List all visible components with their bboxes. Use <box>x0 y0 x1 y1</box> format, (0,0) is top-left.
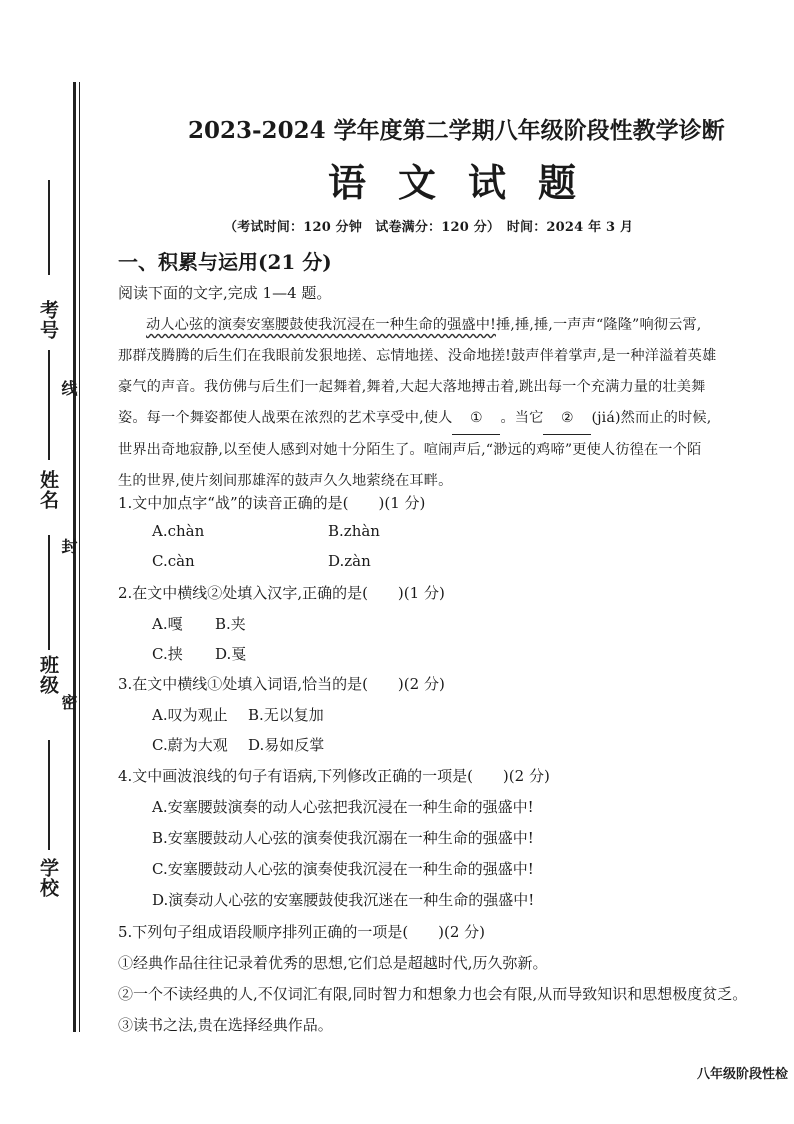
q1-option-d: D.zàn <box>328 552 371 570</box>
passage-text: 。当它 <box>500 410 544 426</box>
exam-meta: （考试时间：120 分钟 试卷满分：120 分） 时间：2024 年 3 月 <box>224 220 634 235</box>
q4-option-a: A.安塞腰鼓演奏的动人心弦把我沉浸在一种生命的强盛中! <box>152 798 534 816</box>
q1-option-c: C.càn <box>152 552 195 570</box>
q4-option-c: C.安塞腰鼓动人心弦的演奏使我沉浸在一种生命的强盛中! <box>152 860 534 878</box>
name-field-line <box>48 350 50 460</box>
name-label: 姓名 <box>37 470 59 510</box>
seal-secret-char: 密 <box>59 694 78 710</box>
q5-sentence-3: ③读书之法,贵在选择经典作品。 <box>118 1016 333 1034</box>
question-5-stem: 5.下列句子组成语段顺序排列正确的一项是( )(2 分) <box>118 923 486 941</box>
passage-text: (jiá)然而止的时候, <box>591 410 712 426</box>
school-label: 学校 <box>37 858 59 898</box>
exam-no-label: 考号 <box>37 300 59 340</box>
passage-line: 那群茂腾腾的后生们在我眼前发狠地搓、忘情地搓、没命地搓!鼓声伴着掌声,是一种洋溢着英雄 <box>118 348 717 364</box>
question-1-stem: 1.文中加点字“战”的读音正确的是( )(1 分) <box>118 494 426 512</box>
binding-margin <box>0 0 100 1124</box>
passage-line: 豪气的声音。我仿佛与后生们一起舞着,舞着,大起大落地搏击着,跳出每一个充满力量的壮美舞 <box>118 379 706 395</box>
q2-option-a: A.嘎 <box>152 615 183 633</box>
q5-sentence-2: ②一个不读经典的人,不仅词汇有限,同时智力和想象力也会有限,从而导致知识和思想极度贫乏。 <box>118 985 748 1003</box>
q3-option-c: C.蔚为大观 <box>152 736 228 754</box>
passage-text: 捶,捶,捶,一声声“隆隆”响彻云霄, <box>495 317 702 333</box>
question-3-stem: 3.在文中横线①处填入词语,恰当的是( )(2 分) <box>118 675 445 693</box>
q3-option-b: B.无以复加 <box>248 706 324 724</box>
exam-no-field-line <box>48 180 50 275</box>
q4-option-b: B.安塞腰鼓动人心弦的演奏使我沉溺在一种生命的强盛中! <box>152 829 534 847</box>
passage-line: 生的世界,使片刻间那雄浑的鼓声久久地萦绕在耳畔。 <box>118 473 453 489</box>
passage-line: 世界出奇地寂静,以至使人感到对她十分陌生了。喧闹声后,“渺远的鸡啼”更使人彷徨在一个陌 <box>118 442 702 458</box>
blank-1: ① <box>452 403 500 435</box>
q1-option-b: B.zhàn <box>328 522 380 540</box>
section-heading: 一、积累与运用(21 分) <box>118 250 332 274</box>
school-field-line <box>48 740 50 850</box>
section-instruction: 阅读下面的文字,完成 1—4 题。 <box>118 284 332 302</box>
binding-line-thin <box>79 82 80 1032</box>
reading-passage <box>118 310 794 497</box>
page-footer: 八年级阶段性检 <box>696 1067 788 1082</box>
passage-text: 姿。每一个舞姿都使人战栗在浓烈的艺术享受中,使人 <box>118 410 453 426</box>
class-label: 班级 <box>37 655 59 695</box>
q3-option-d: D.易如反掌 <box>248 736 325 754</box>
seal-line-char: 线 <box>59 380 78 396</box>
passage-line <box>118 403 794 435</box>
q1-option-a: A.chàn <box>152 522 205 540</box>
blank-2: ② <box>543 403 591 435</box>
binding-line-thick <box>73 82 76 1032</box>
class-field-line <box>48 535 50 650</box>
q2-option-d: D.戛 <box>215 645 247 663</box>
q5-sentence-1: ①经典作品往往记录着优秀的思想,它们总是超越时代,历久弥新。 <box>118 954 548 972</box>
question-4-stem: 4.文中画波浪线的句子有语病,下列修改正确的一项是( )(2 分) <box>118 767 550 785</box>
question-2-stem: 2.在文中横线②处填入汉字,正确的是( )(1 分) <box>118 584 445 602</box>
passage-line <box>118 310 794 341</box>
q2-option-c: C.挟 <box>152 645 183 663</box>
subject-title: 语文试题 <box>328 160 609 205</box>
wavy-sentence: 动人心弦的演奏安塞腰鼓使我沉浸在一种生命的强盛中! <box>146 317 496 333</box>
q3-option-a: A.叹为观止 <box>152 706 228 724</box>
q4-option-d: D.演奏动人心弦的安塞腰鼓使我沉迷在一种生命的强盛中! <box>152 891 535 909</box>
exam-title: 2023-2024 学年度第二学期八年级阶段性教学诊断 <box>188 117 725 144</box>
seal-seal-char: 封 <box>59 538 78 554</box>
q2-option-b: B.夹 <box>215 615 246 633</box>
